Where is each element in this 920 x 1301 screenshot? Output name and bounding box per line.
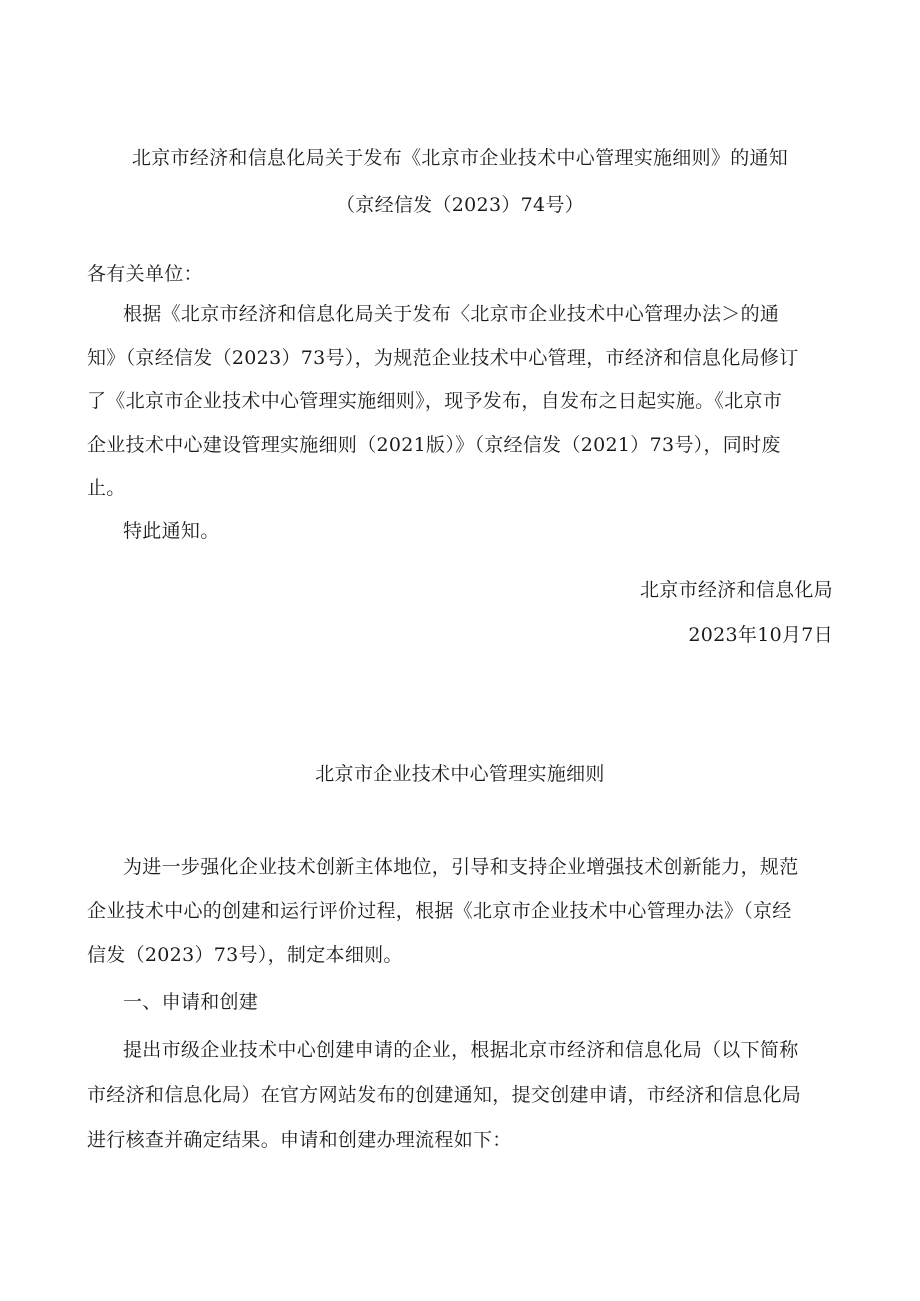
section-body-line: 进行核查并确定结果。申请和创建办理流程如下： (87, 1129, 512, 1151)
notice-doc-number: （京经信发（2023）74号） (335, 194, 585, 216)
salutation: 各有关单位： (87, 263, 203, 285)
section-body-line: 提出市级企业技术中心创建申请的企业，根据北京市经济和信息化局（以下简称 (123, 1039, 799, 1061)
notice-body-line: 知》（京经信发（2023）73号），为规范企业技术中心管理，市经济和信息化局修订 (87, 347, 799, 369)
notice-body-line: 企业技术中心建设管理实施细则（2021版）》（京经信发（2021）73号），同时废 (87, 434, 781, 456)
rules-intro-line: 为进一步强化企业技术创新主体地位，引导和支持企业增强技术创新能力，规范 (123, 856, 799, 878)
signature-date: 2023年10月7日 (688, 624, 833, 646)
rules-intro-line: 信发（2023）73号），制定本细则。 (87, 944, 403, 966)
notice-body-line: 根据《北京市经济和信息化局关于发布〈北京市企业技术中心管理办法＞的通 (123, 303, 780, 325)
signature-org: 北京市经济和信息化局 (639, 579, 833, 601)
notice-body-line: 了《北京市企业技术中心管理实施细则》，现予发布，自发布之日起实施。《北京市 (87, 390, 783, 412)
rules-title: 北京市企业技术中心管理实施细则 (315, 763, 605, 785)
notice-title: 北京市经济和信息化局关于发布《北京市企业技术中心管理实施细则》的通知 (131, 147, 789, 169)
rules-intro-line: 企业技术中心的创建和运行评价过程，根据《北京市企业技术中心管理办法》（京经 (87, 900, 792, 922)
section-body-line: 市经济和信息化局）在官方网站发布的创建通知，提交创建申请，市经济和信息化局 (87, 1084, 802, 1106)
section-heading: 一、申请和创建 (123, 991, 259, 1013)
closing-text: 特此通知。 (123, 520, 220, 542)
notice-body-line: 止。 (87, 477, 126, 499)
